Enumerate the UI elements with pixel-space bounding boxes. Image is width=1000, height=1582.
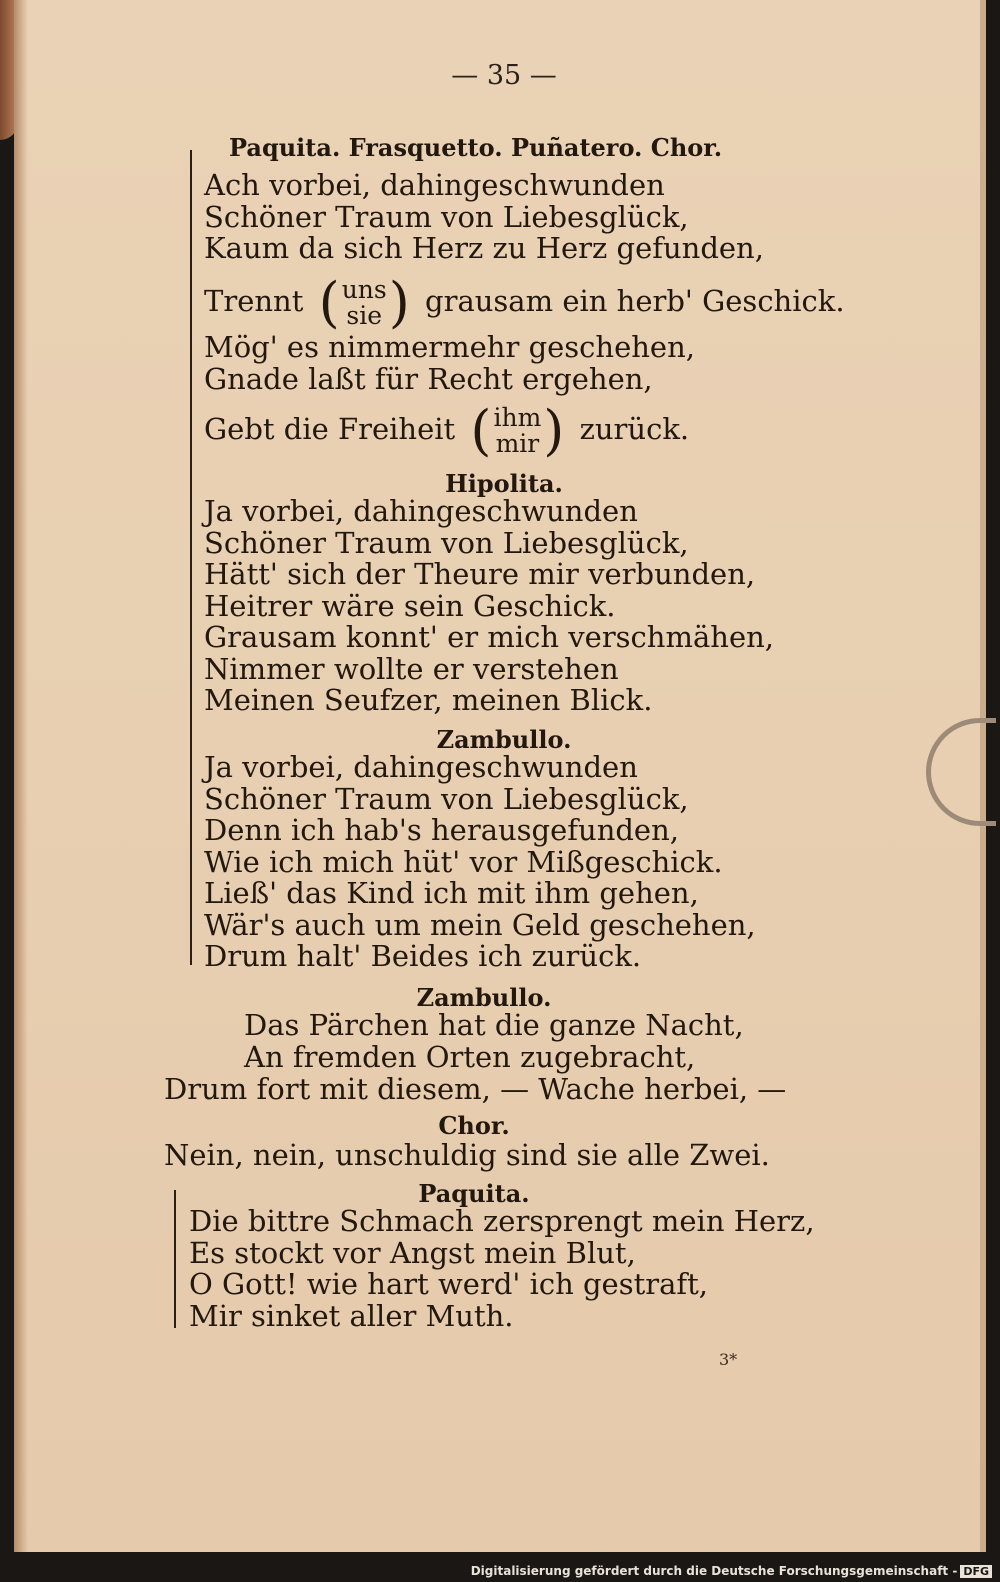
verse-line: Ja vorbei, dahingeschwunden bbox=[204, 494, 638, 528]
verse-line: Kaum da sich Herz zu Herz gefunden, bbox=[204, 231, 764, 265]
verse-line: Mir sinket aller Muth. bbox=[189, 1298, 514, 1333]
verse-block bbox=[204, 332, 695, 395]
verse-line: Drum halt' Beides ich zurück. bbox=[204, 939, 642, 973]
verse-line-with-alternatives bbox=[204, 399, 690, 462]
verse-text: Trennt bbox=[204, 284, 304, 318]
verse-line: Das Pärchen hat die ganze Nacht, bbox=[244, 1008, 744, 1042]
verse-block bbox=[204, 496, 774, 717]
speaker-heading: Zambullo. bbox=[416, 983, 552, 1012]
speaker-heading: Paquita. Frasquetto. Puñatero. Chor. bbox=[229, 133, 723, 162]
verse-line: Hätt' sich der Theure mir verbunden, bbox=[204, 557, 756, 591]
page-clip bbox=[926, 718, 996, 826]
alternative-top: uns bbox=[341, 275, 387, 304]
speaker-heading: Paquita. bbox=[418, 1179, 530, 1208]
verse-line: Gnade laßt für Recht ergehen, bbox=[204, 361, 653, 396]
verse-line: Heitrer wäre sein Geschick. bbox=[204, 588, 616, 623]
verse-line: Schöner Traum von Liebesglück, bbox=[204, 199, 689, 234]
page-number: — 35 — bbox=[451, 60, 557, 91]
book-page bbox=[14, 0, 986, 1552]
speaker-heading: Hipolita. bbox=[445, 469, 563, 498]
verse-line: Es stockt vor Angst mein Blut, bbox=[189, 1235, 636, 1270]
verse-text: zurück. bbox=[579, 412, 690, 446]
verse-line: O Gott! wie hart werd' ich gestraft, bbox=[189, 1267, 709, 1301]
verse-line: Die bittre Schmach zersprengt mein Herz, bbox=[189, 1204, 815, 1238]
verse-line: Drum fort mit diesem, — Wache herbei, — bbox=[164, 1072, 787, 1106]
verse-line: Wär's auch um mein Geld geschehen, bbox=[204, 907, 756, 942]
verse-text: Gebt die Freiheit bbox=[204, 412, 456, 446]
speaker-heading: Zambullo. bbox=[436, 725, 572, 754]
verse-line: Ach vorbei, dahingeschwunden bbox=[204, 168, 665, 202]
verse-line: Meinen Seufzer, meinen Blick. bbox=[204, 683, 653, 717]
verse-bracket-rule bbox=[174, 1190, 176, 1328]
alternative-bottom: mir bbox=[495, 429, 540, 458]
alternative-bottom: sie bbox=[346, 301, 383, 330]
signature-mark: 3* bbox=[719, 1350, 738, 1369]
verse-line: Denn ich hab's herausgefunden, bbox=[204, 813, 679, 847]
verse-line: Ja vorbei, dahingeschwunden bbox=[204, 750, 638, 784]
verse-block bbox=[204, 752, 756, 973]
alternative-bracket: ( uns sie ) bbox=[318, 271, 410, 334]
verse-line: An fremden Orten zugebracht, bbox=[244, 1040, 696, 1074]
verse-line-with-alternatives bbox=[204, 271, 845, 334]
alternative-top: ihm bbox=[493, 403, 542, 432]
speaker-heading: Chor. bbox=[438, 1111, 510, 1140]
verse-block bbox=[189, 1206, 815, 1332]
verse-line: Schöner Traum von Liebesglück, bbox=[204, 525, 689, 560]
verse-line: Nimmer wollte er verstehen bbox=[204, 651, 619, 686]
verse-line: Schöner Traum von Liebesglück, bbox=[204, 781, 689, 816]
verse-text: grausam ein herb' Geschick. bbox=[425, 284, 845, 318]
verse-line: Nein, nein, unschuldig sind sie alle Zwei. bbox=[164, 1138, 770, 1172]
verse-bracket-rule bbox=[190, 150, 192, 965]
verse-line: Mög' es nimmermehr geschehen, bbox=[204, 330, 695, 364]
dfg-logo: DFG bbox=[960, 1565, 992, 1578]
digitization-footer bbox=[471, 1564, 992, 1578]
verse-line: Ließ' das Kind ich mit ihm gehen, bbox=[204, 876, 699, 910]
verse-block bbox=[204, 170, 764, 265]
verse-line: Wie ich mich hüt' vor Mißgeschick. bbox=[204, 844, 723, 879]
alternative-bracket: ( ihm mir ) bbox=[470, 399, 565, 462]
verse-line: Grausam konnt' er mich verschmähen, bbox=[204, 620, 775, 654]
footer-text: Digitalisierung gefördert durch die Deutsche Forschungsgemeinschaft - bbox=[470, 1564, 958, 1578]
